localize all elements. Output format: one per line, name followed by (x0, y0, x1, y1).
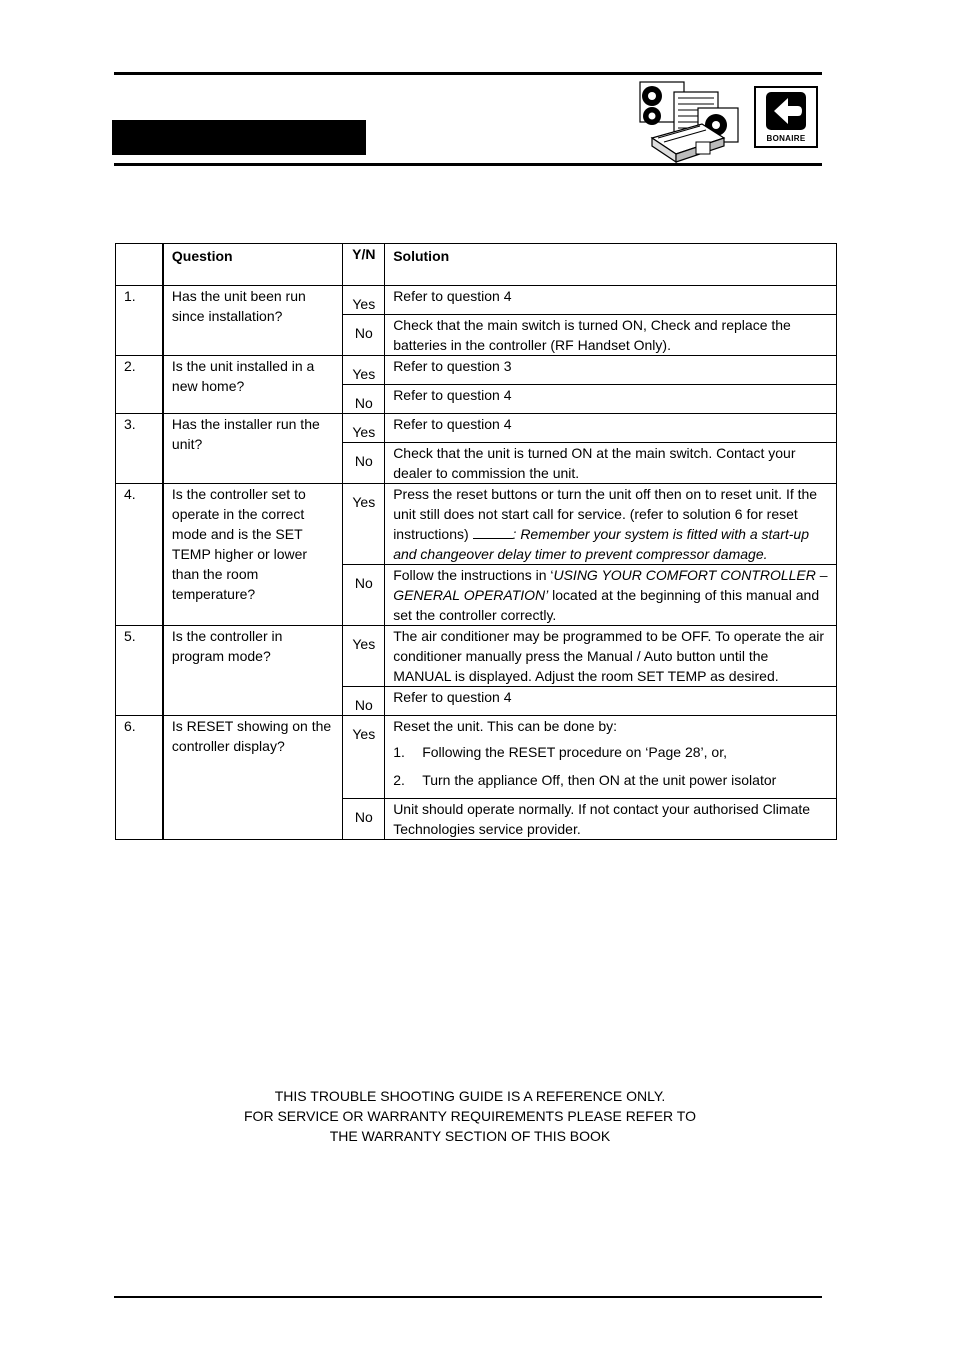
no-solution: Check that the unit is turned ON at the main switch. Contact your dealer to commission the unit. (385, 443, 837, 484)
table-header-row (116, 244, 837, 286)
no-solution: Unit should operate normally. If not contact your authorised Climate Technologies service provider. (385, 799, 837, 840)
no-solution: Refer to question 4 (385, 385, 837, 414)
no-label: No (343, 385, 385, 414)
yes-label: Yes (343, 716, 385, 799)
no-label: No (343, 565, 385, 626)
no-solution-text-c: located at the beginning of this manual and set the controller correctly. (393, 587, 820, 623)
no-label: No (343, 687, 385, 716)
question-number: 1. (116, 286, 163, 356)
yes-label: Yes (343, 356, 385, 385)
question-number: 2. (116, 356, 163, 414)
question-number: 4. (116, 484, 163, 626)
disclaimer-note (114, 1086, 826, 1146)
disclaimer-line-3: THE WARRANTY SECTION OF THIS BOOK (329, 1128, 611, 1144)
troubleshooting-table (115, 243, 837, 840)
yes-solution: The air conditioner may be programmed to be OFF. To operate the air conditioner manually press the Manual / Auto button until the MANUAL is displayed. Adjust the room SET TEMP as desired. (385, 626, 837, 687)
question-text: Is the controller in program mode? (163, 626, 343, 716)
yes-label: Yes (343, 626, 385, 687)
question-number: 5. (116, 626, 163, 716)
no-label: No (343, 799, 385, 840)
table-row (116, 484, 837, 565)
question-text: Is RESET showing on the controller display? (163, 716, 343, 840)
no-label: No (343, 315, 385, 356)
blank-line (473, 524, 513, 539)
step-number: 1. (393, 744, 405, 760)
no-solution: Refer to question 4 (385, 687, 837, 716)
yes-solution: Refer to question 4 (385, 286, 837, 315)
yes-label: Yes (343, 414, 385, 443)
question-number: 6. (116, 716, 163, 840)
header-top-rule (114, 72, 822, 75)
question-number: 3. (116, 414, 163, 484)
no-solution (385, 565, 837, 626)
air-conditioner-units-icon (638, 80, 742, 164)
manual-section-reference: USING YOUR COMFORT CONTROLLER – GENERAL OPERATION’ (393, 567, 828, 603)
question-text: Has the unit been run since installation? (163, 286, 343, 356)
question-text: Has the installer run the unit? (163, 414, 343, 484)
footer-rule (114, 1296, 822, 1298)
table-row (116, 414, 837, 443)
yes-label: Yes (343, 484, 385, 565)
list-item (393, 770, 828, 790)
reset-intro: Reset the unit. This can be done by: (393, 718, 618, 734)
delay-timer-note: : Remember your system is fitted with a start-up and changeover delay timer to prevent compressor damage. (393, 526, 809, 562)
table-row (116, 286, 837, 315)
header-number (116, 244, 163, 286)
step-number: 2. (393, 772, 405, 788)
table-row (116, 626, 837, 687)
list-item (393, 742, 828, 762)
brand-name: BONAIRE (766, 134, 806, 143)
yes-label: Yes (343, 286, 385, 315)
question-text: Is the unit installed in a new home? (163, 356, 343, 414)
yes-solution: Refer to question 4 (385, 414, 837, 443)
table-row (116, 716, 837, 799)
disclaimer-line-1: THIS TROUBLE SHOOTING GUIDE IS A REFERENCE ONLY. (274, 1088, 666, 1104)
disclaimer-line-2: FOR SERVICE OR WARRANTY REQUIREMENTS PLEASE REFER TO (244, 1108, 696, 1124)
step-text: Following the RESET procedure on ‘Page 28’, or, (422, 744, 727, 760)
reset-steps-list (393, 742, 828, 790)
no-solution-text-a: Follow the instructions in ‘ (393, 567, 554, 583)
yes-solution (385, 716, 837, 799)
no-label: No (343, 443, 385, 484)
header-solution: Solution (385, 244, 837, 286)
header-yn: Y/N (343, 244, 385, 286)
no-solution: Check that the main switch is turned ON, Check and replace the batteries in the controller (RF Handset Only). (385, 315, 837, 356)
table-row (116, 356, 837, 385)
section-title-bar (112, 120, 366, 155)
yes-solution (385, 484, 837, 565)
step-text: Turn the appliance Off, then ON at the unit power isolator (422, 772, 777, 788)
yes-solution-text: Press the reset buttons or turn the unit off then on to reset unit. If the unit still does not start call for service. (refer to solution 6 for reset instructions) (393, 486, 818, 542)
question-text: Is the controller set to operate in the correct mode and is the SET TEMP higher or lower than the room temperature? (163, 484, 343, 626)
header-question: Question (163, 244, 343, 286)
yes-solution: Refer to question 3 (385, 356, 837, 385)
